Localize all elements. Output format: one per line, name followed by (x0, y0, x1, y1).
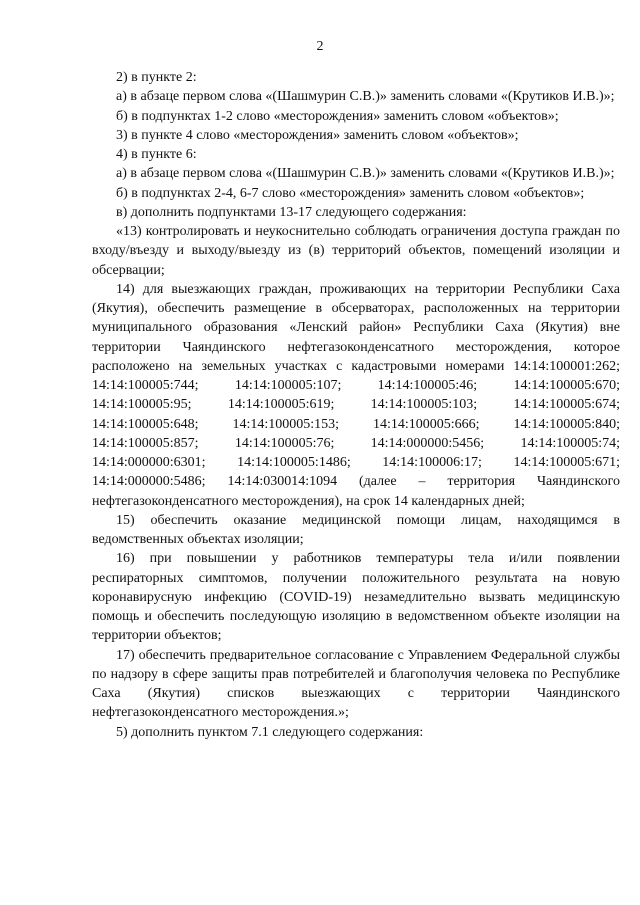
paragraph-subpoint-14: 14) для выезжающих граждан, проживающих на территории Республики Саха (Якутия), обеспечить размещение в обсерваторах, расположенных на территории муниципального образования «Ленский район» Республики Саха (Якутия) вне территории Чаяндинского нефтегазоконденсатного месторождения, которое расположено на земельных участках с кадастровыми номерами 14:14:100001:262; 14:14:100005:744; 14:14:100005:107; 14:14:100005:46; 14:14:100005:670; 14:14:100005:95; 14:14:100005:619; 14:14:100005:103; 14:14:100005:674; 14:14:100005:648; 14:14:100005:153; 14:14:100005:666; 14:14:100005:840; 14:14:100005:857; 14:14:100005:76; 14:14:000000:5456; 14:14:100005:74; 14:14:000000:6301; 14:14:100005:1486; 14:14:100006:17; 14:14:100005:671; 14:14:000000:5486; 14:14:030014:1094 (далее – территория Чаяндинского нефтегазоконденсатного месторождения), на срок 14 календарных дней; (92, 281, 620, 509)
paragraph-item-2: 2) в пункте 2: (116, 70, 197, 85)
paragraph-subitem-2b: б) в подпунктах 1-2 слово «месторождения» заменить словом «объектов»; (116, 108, 559, 124)
paragraph-subpoint-17: 17) обеспечить предварительное согласование с Управлением Федеральной службы по надзору в сфере защиты прав потребителей и благополучия человека по Республике Саха (Якутия) списков выезжающих с территории Чаяндинского нефтегазоконденсатного месторождения.»; (92, 647, 620, 721)
paragraph-item-3: 3) в пункте 4 слово «месторождения» заменить словом «объектов»; (116, 127, 519, 143)
document-body (92, 68, 620, 742)
paragraph-subpoint-15: 15) обеспечить оказание медицинской помощи лицам, находящимся в ведомственных объектах изоляции; (92, 512, 620, 547)
paragraph-item-5: 5) дополнить пунктом 7.1 следующего содержания: (116, 724, 424, 740)
paragraph-subitem-4b: б) в подпунктах 2-4, 6-7 слово «месторождения» заменить словом «объектов»; (116, 185, 585, 201)
paragraph-subitem-4v: в) дополнить подпунктами 13-17 следующего содержания: (116, 204, 467, 220)
paragraph-subitem-4a: а) в абзаце первом слова «(Шашмурин С.В.)» заменить словами «(Крутиков И.В.)»; (116, 166, 615, 182)
page-number: 2 (316, 39, 324, 54)
paragraph-subitem-2a: а) в абзаце первом слова «(Шашмурин С.В.)» заменить словами «(Крутиков И.В.)»; (116, 89, 615, 105)
paragraph-subpoint-13: «13) контролировать и неукоснительно соблюдать ограничения доступа граждан по входу/въезду и выходу/выезду из (в) территорий объектов, помещений изоляции и обсервации; (92, 224, 620, 278)
paragraph-subpoint-16: 16) при повышении у работников температуры тела и/или появлении респираторных симптомов, получении положительного результата на новую коронавирусную инфекцию (COVID-19) незамедлительно вызвать медицинскую помощь и обеспечить последующую изоляцию в ведомственном объекте изоляции на территории объектов; (92, 551, 620, 644)
paragraph-item-4: 4) в пункте 6: (116, 147, 197, 162)
